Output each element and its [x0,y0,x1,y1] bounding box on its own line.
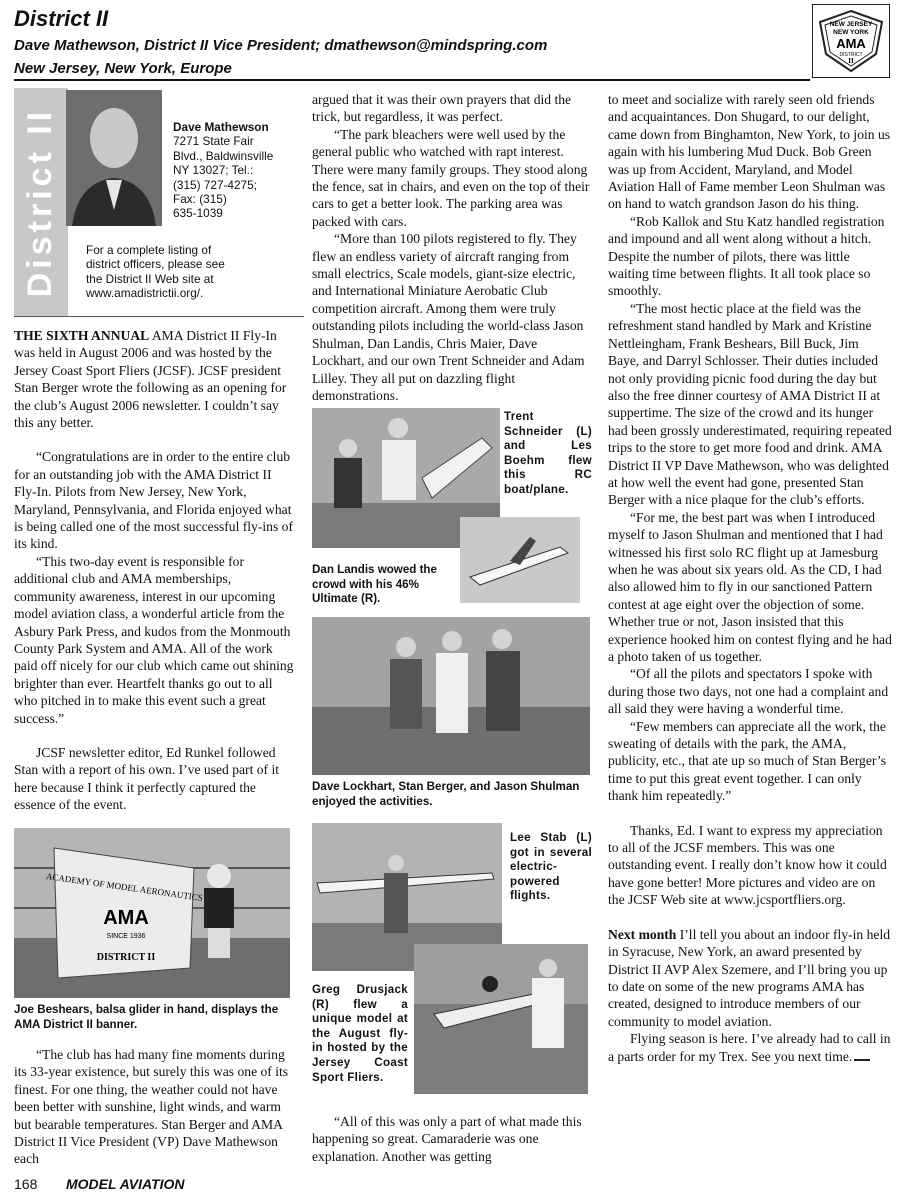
caption-trent: Trent Schneider (L) and Les Boehm flew this RC boat/plane. [504,410,592,496]
paragraph: “The most hectic place at the field was the refreshment stand handled by Mark and Kristine Nettleingham, Frank Beshears, Bill Buck, Jim Baye, and Darryl Schlosser. Their duties included not only providing picnic food during the day but also the free dinner courtesy of AMA District II at suppertime. The size of the crowd and its hunger had been grossly underestimated, requiring repeated trips to the store to get more food and drink. AMA District II VP Dave Mathewson, who was delighted at how well the event had gone, presented Stan Berger with a nice plaque for the club’s efforts. [608,300,892,508]
banner-photo-icon [14,828,290,998]
contact-line: NY 13027; Tel.: [173,163,254,178]
paragraph: THE SIXTH ANNUAL AMA District II Fly-In was held in August 2006 and was hosted by the Jersey Coast Sport Fliers (JCSF). JCSF president Stan Berger wrote the following as an opening for the club’s August 2006 newsletter. I couldn’t say this any better. [14,328,287,431]
caption-joe: Joe Beshears, balsa glider in hand, displays the AMA District II banner. [14,1003,279,1031]
photo-dan [460,517,580,603]
portrait-photo [66,90,162,226]
badge-mid-text: NEW YORK [833,29,869,36]
paragraph: Next month I’ll tell you about an indoor fly-in held in Syracuse, New York, an award presented by District II AVP Alex Szemere, and I’ll bring you up to date on some of the new programs AMA has created, designed to introduce members of our community to model aviation. [608,926,891,1029]
vertical-label: District II [21,107,60,297]
contact-name: Dave Mathewson [173,120,269,134]
contact-line: Fax: (315) [173,192,227,207]
caption-dave: Dave Lockhart, Stan Berger, and Jason Shulman enjoyed the activities. [312,780,580,808]
paragraph: Thanks, Ed. I want to express my appreciation to all of the JCSF members. This was one outstanding event. I really don’t know how it could have gone better! More pictures and video are on the JCSF Web site at www.jcsportfliers.org. [608,822,887,908]
column-3 [608,91,892,1065]
caption-dan: Dan Landis wowed the crowd with his 46% Ultimate (R). [312,563,437,606]
note-line: the District II Web site at [86,271,214,286]
column-2-bottom [312,1113,592,1165]
badge-num-text: II [848,57,854,65]
banner-arc-text: ACADEMY OF MODEL AERONAUTICS [45,871,204,903]
note-line: For a complete listing of [86,243,212,257]
photo-banner [14,828,290,998]
ama-shield-icon [816,8,886,74]
contact-card [173,120,293,221]
paragraph: “The park bleachers were well used by the general public who watched with rapt interest. There were many family groups. They stood along the fence, sat in chairs, and even on the top of their cars to get a better look. The parking area was packed with cars. [312,126,590,229]
paragraph: Flying season is here. I’ve already had to call in a parts order for my Trex. See you next time. [608,1031,891,1064]
caption-greg: Greg Drusjack (R) flew a unique model at the August fly-in hosted by the Jersey Coast Sport Fliers. [312,983,408,1084]
page-number: 168 [14,1176,38,1192]
end-mark-icon [854,1051,870,1061]
listing-note [86,243,296,301]
paragraph: “Congratulations are in order to the entire club for an outstanding job with the AMA District II Fly-In. Pilots from New Jersey, New York, Maryland, Pennsylvania, and Florida enjoyed what is being called one of the most successful fly-ins of its kind. [14,449,293,552]
paragraph: “This two-day event is responsible for additional club and AMA memberships, community awareness, interest in our upcoming model aviation class, a wonderful article from the Asbury Park Press, and kudos from the Monmouth County Park System and AMA. All of the work paid off nicely for our club which came out shining brighter than ever. Heartfelt thanks go out to all who pitched in to make this event such a great success.” [14,553,294,726]
paragraph: “The club has had many fine moments during its 33-year existence, but surely this was one of its finest. For one thing, the weather could not have been better with sunshine, light winds, and warm but bearable temperatures. Stan Berger and AMA District II Vice President (VP) Dave Mathewson each [14,1047,289,1167]
banner-since-text: SINCE 1936 [106,933,146,940]
contact-line: Blvd., Baldwinsville [173,148,274,163]
banner-logo-text: AMA [103,907,149,929]
contact-line: 635-1039 [173,206,223,221]
note-line: www.amadistrictii.org/. [86,286,204,301]
lead-in: Next month [608,926,677,942]
contact-line: 7271 State Fair [173,134,254,149]
paragraph: “Rob Kallok and Stu Katz handled registration and impound and all went along without a hitch. Despite the number of pilots, there was little waiting time between flights. It all took place so smoothly. [608,213,885,299]
paragraph: “Few members can appreciate all the work, the sweating of details with the park, the AMA, publicity, etc., that ate up so much of Stan Berger’s time to put this great event together. I can only thank him repeatedly.” [608,718,886,804]
paragraph: “For me, the best part was when I introduced myself to Jason Shulman and mentioned that I had witnessed his first solo RC flight up at Jamesburg when he was about six years old. As the CD, I had also allowed him to fly in our sanctioned Pattern contest at age eight over the objection of some. Whether true or not, Jason insisted that this experience hooked him on contest flying and he had a photo taken of us together. [608,509,892,664]
page-title: District II [14,6,109,31]
district-vertical-banner [14,88,68,316]
paragraph: “Of all the pilots and spectators I spoke with during those two days, not one had a complaint and all said they were having a wonderful time. [608,666,889,717]
caption-lee: Lee Stab (L) got in several electric-powered flights. [510,831,592,903]
greg-plane-icon [414,944,588,1094]
paragraph: to meet and socialize with rarely seen old friends and acquaintances. Don Shugard, to our delight, came down from Binghamton, New York, to join us again with his lumbering Mud Duck. Bob Green was up from Accident, Maryland, and Model Aviation Hall of Fame member Leon Shulman was on hand to watch grandson Jason do his thing. [608,92,891,212]
sidebar-rule [14,316,304,317]
ama-district-badge [812,4,890,78]
badge-low-text: DISTRICT [839,52,863,58]
page-subtitle: Dave Mathewson, District II Vice President; dmathewson@mindspring.com [14,37,548,54]
column-1-top [14,327,296,814]
badge-top-text: NEW JERSEY [829,21,873,28]
badge-main-text: AMA [836,36,866,51]
dave-photo-icon [312,617,590,775]
paragraph: JCSF newsletter editor, Ed Runkel followed Stan with a report of his own. I’ve used part of it here because I think it perfectly captured the essence of the event. [14,744,280,813]
lead-in: THE SIXTH ANNUAL [14,328,150,343]
paragraph: argued that it was their own prayers that did the trick, but regardless, it was perfect. [312,92,572,125]
banner-district-text: DISTRICT II [96,952,156,963]
dan-plane-icon [460,517,580,603]
paragraph: “More than 100 pilots registered to fly. They flew an endless variety of aircraft ranging from small electrics, Scale models, giant-size electric, and International Miniature Aerobatic Club competition aircraft. Among them were truly outstanding pilots including the world-class Jason Shulman, Dan Landis, Chris Maier, Dave Lockhart, and our own Trent Schneider and Adam Lilley. They all put on dazzling flight demonstrations. [312,231,585,403]
column-1-bottom [14,1046,296,1168]
photo-dave [312,617,590,775]
column-2-top [312,91,592,404]
region-line: New Jersey, New York, Europe [14,60,232,77]
header-rule [14,79,810,81]
photo-greg [414,944,588,1094]
magazine-name: MODEL AVIATION [66,1176,185,1192]
note-line: district officers, please see [86,257,225,272]
contact-line: (315) 727-4275; [173,177,257,192]
portrait-icon [66,90,162,226]
paragraph: “All of this was only a part of what made this happening so great. Camaraderie was one explanation. Another was getting [312,1114,582,1164]
